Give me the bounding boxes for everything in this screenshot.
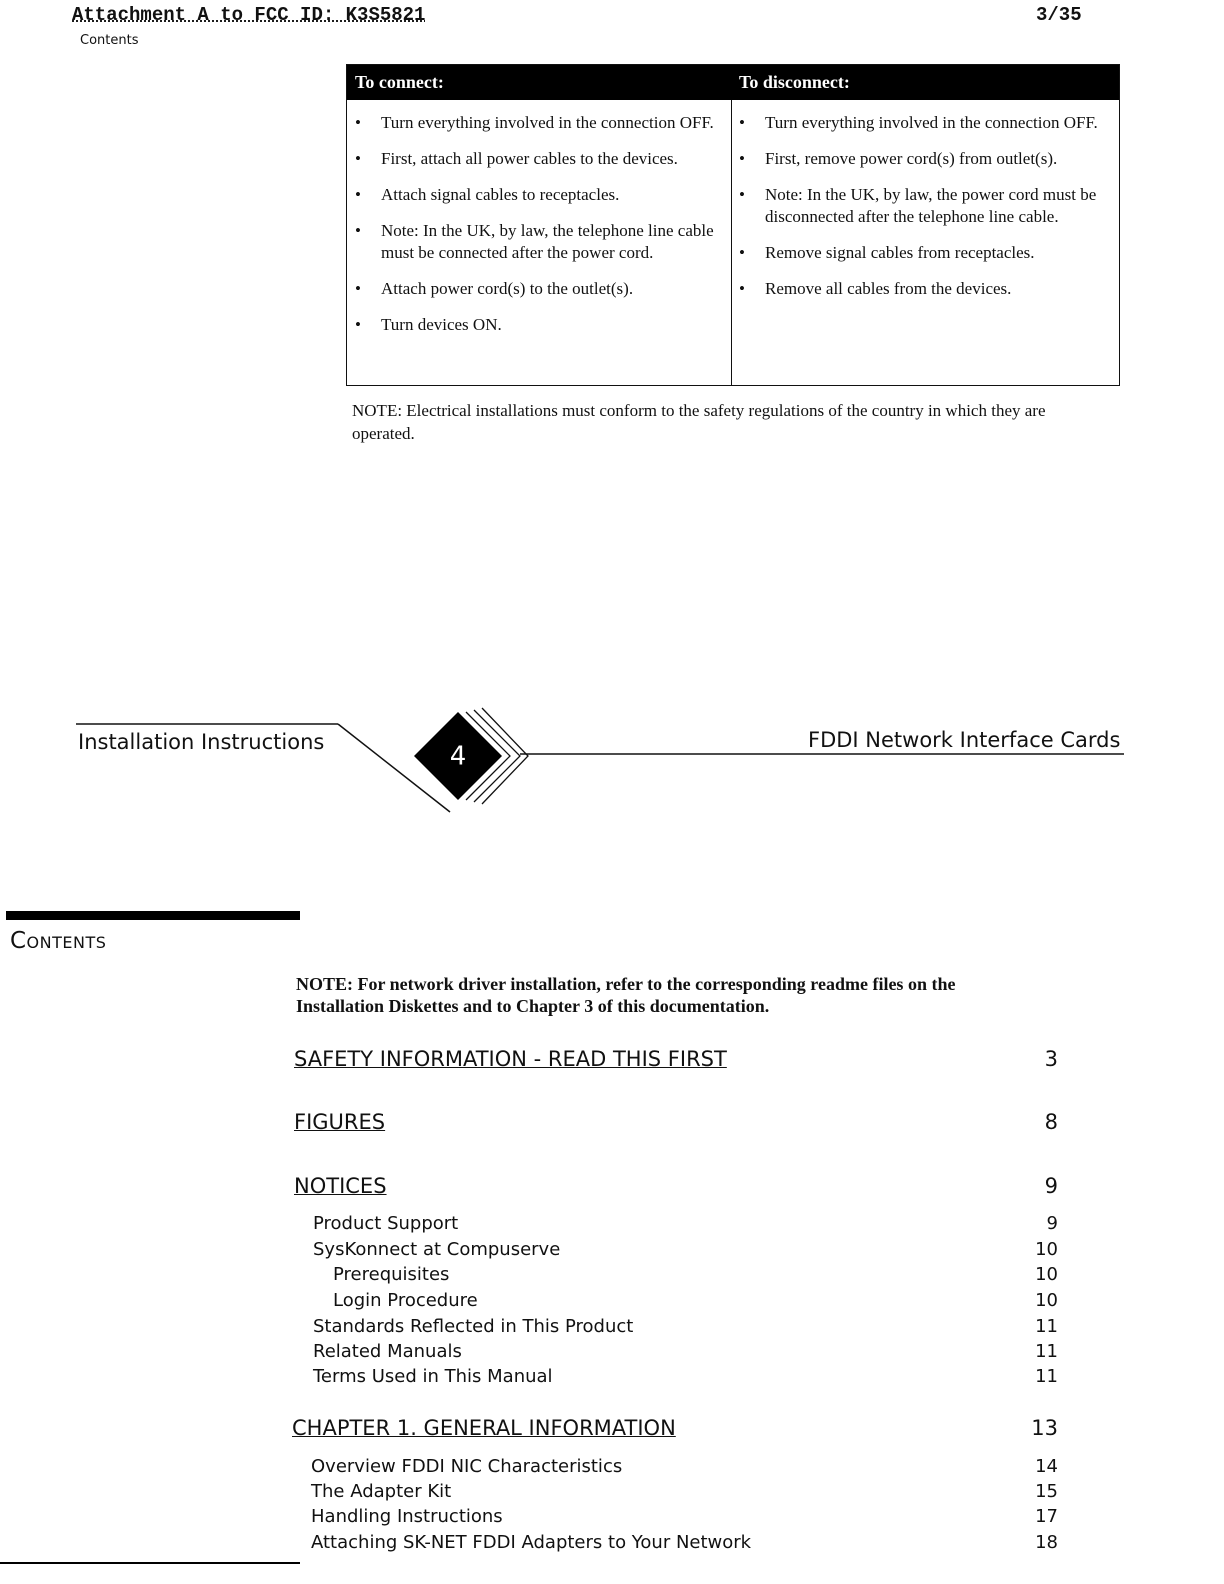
connect-step: • Note: In the UK, by law, the telephone line cable must be connected after the power cord. <box>381 220 723 264</box>
toc-entry-title: CHAPTER 1. GENERAL INFORMATION <box>292 1416 676 1440</box>
toc-entry-title: Attaching SK-NET FDDI Adapters to Your Network <box>311 1532 752 1553</box>
toc-entry-title: NOTICES <box>294 1174 387 1198</box>
toc-entry-page: 17 <box>1035 1506 1058 1527</box>
banner-left-label: Installation Instructions <box>78 730 325 754</box>
toc-entry-title: Standards Reflected in This Product <box>313 1316 634 1337</box>
connect-disconnect-table <box>346 64 1120 386</box>
footer-rule <box>0 1562 300 1564</box>
toc-entry-title: Terms Used in This Manual <box>313 1366 553 1387</box>
toc-entry-page: 9 <box>1044 1174 1058 1198</box>
toc-entry-page: 3 <box>1044 1047 1058 1071</box>
connect-steps <box>347 100 731 336</box>
disconnect-step: • Turn everything involved in the connection OFF. <box>765 112 1111 134</box>
disconnect-column <box>731 65 1119 385</box>
toc-entry-title: Related Manuals <box>313 1341 462 1362</box>
toc-entry-title: Prerequisites <box>333 1264 450 1285</box>
toc-entry-page: 15 <box>1035 1481 1058 1502</box>
disconnect-steps <box>731 100 1119 300</box>
toc-entry-page: 13 <box>1031 1416 1058 1440</box>
toc-entry-title: Handling Instructions <box>311 1506 503 1527</box>
toc-entry-title: SAFETY INFORMATION - READ THIS FIRST <box>294 1047 727 1071</box>
chapter-number: 4 <box>449 741 467 772</box>
toc-entry-title: SysKonnect at Compuserve <box>313 1239 561 1260</box>
disconnect-step: • Remove all cables from the devices. <box>765 278 1111 300</box>
contents-heading: Contents <box>10 928 107 954</box>
toc-entry-page: 10 <box>1035 1264 1058 1285</box>
section-label: Contents <box>80 33 139 48</box>
connect-step: • Turn everything involved in the connection OFF. <box>381 112 723 134</box>
toc-entry-page: 11 <box>1035 1366 1058 1387</box>
toc-entry-title: The Adapter Kit <box>311 1481 452 1502</box>
disconnect-header: To disconnect: <box>731 65 1119 100</box>
toc-entry-title: Overview FDDI NIC Characteristics <box>311 1456 623 1477</box>
toc-entry-page: 11 <box>1035 1316 1058 1337</box>
page-number: 3/35 <box>1036 4 1082 26</box>
contents-rule <box>6 911 300 920</box>
toc-entry-page: 11 <box>1035 1341 1058 1362</box>
toc-entry-page: 8 <box>1044 1110 1058 1134</box>
toc-entry-title: FIGURES <box>294 1110 386 1134</box>
electrical-note: NOTE: Electrical installations must conform to the safety regulations of the country in which they are operated. <box>352 401 1046 443</box>
connect-header: To connect: <box>347 65 731 100</box>
connect-step: • Attach power cord(s) to the outlet(s). <box>381 278 723 300</box>
toc-entry-title: Login Procedure <box>333 1290 478 1311</box>
toc-entry-page: 10 <box>1035 1290 1058 1311</box>
toc-entry-page: 9 <box>1046 1213 1058 1234</box>
disconnect-step: • First, remove power cord(s) from outlet(s). <box>765 148 1111 170</box>
banner-right-label: FDDI Network Interface Cards <box>808 728 1121 752</box>
chapter-banner <box>0 700 1224 820</box>
toc-entry-page: 18 <box>1035 1532 1058 1553</box>
connect-step: • First, attach all power cables to the devices. <box>381 148 723 170</box>
connect-step: • Turn devices ON. <box>381 314 723 336</box>
connect-column <box>347 65 732 385</box>
disconnect-step: • Remove signal cables from receptacles. <box>765 242 1111 264</box>
toc-entry-title: Product Support <box>313 1213 459 1234</box>
driver-installation-note: NOTE: For network driver installation, refer to the corresponding readme files on the Installation Diskettes and to Chapter 3 of this documentation. <box>296 974 956 1016</box>
toc-entry-page: 10 <box>1035 1239 1058 1260</box>
connect-step: • Attach signal cables to receptacles. <box>381 184 723 206</box>
disconnect-step: • Note: In the UK, by law, the power cord must be disconnected after the telephone line cable. <box>765 184 1111 228</box>
toc-entry-page: 14 <box>1035 1456 1058 1477</box>
document-title: Attachment A to FCC ID: K3S5821 <box>72 4 426 26</box>
